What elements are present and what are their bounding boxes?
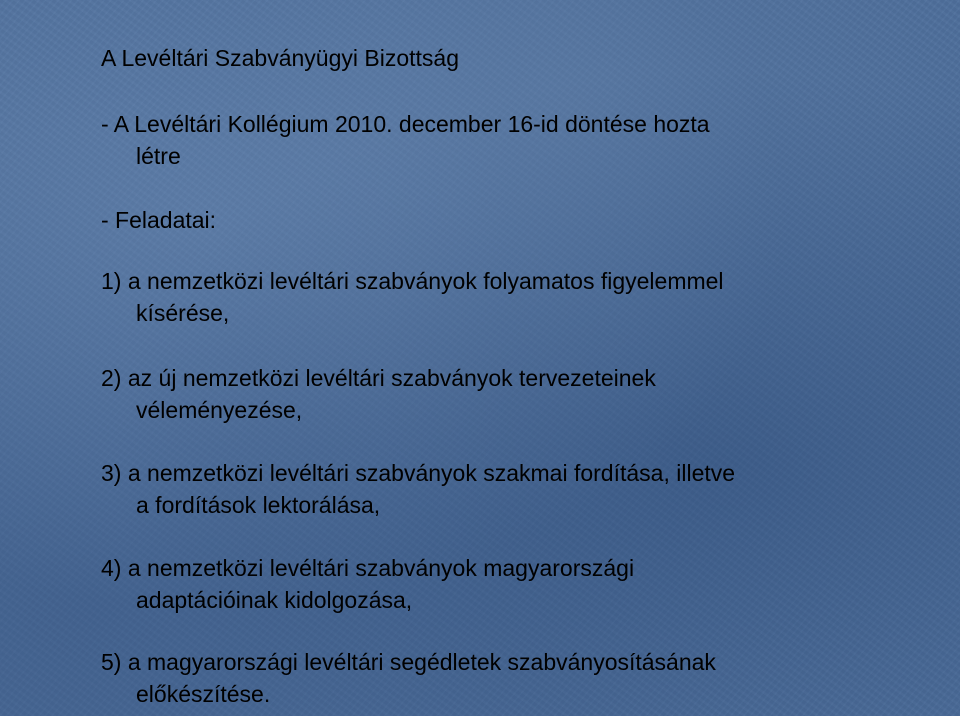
task-item-1 — [101, 265, 861, 329]
task-item-line-2: a fordítások lektorálása, — [136, 492, 381, 518]
intro-line-2: létre — [136, 143, 181, 169]
task-item-line-1: 5) a magyarországi levéltári segédletek szabványosításának — [101, 649, 716, 675]
task-item-line-1: 1) a nemzetközi levéltári szabványok folyamatos figyelemmel — [101, 268, 724, 294]
task-item-line-2: adaptációinak kidolgozása, — [136, 587, 413, 613]
task-item-3 — [101, 457, 861, 521]
intro-line-1: - A Levéltári Kollégium 2010. december 16-id döntése hozta — [101, 111, 710, 137]
task-item-4 — [101, 552, 861, 616]
tasks-label: - Feladatai: — [101, 207, 217, 233]
task-item-5 — [101, 646, 861, 710]
task-item-line-2: előkészítése. — [136, 681, 271, 707]
task-item-line-2: kísérése, — [136, 300, 230, 326]
intro-paragraph — [101, 108, 861, 172]
task-item-line-1: 4) a nemzetközi levéltári szabványok magyarországi — [101, 555, 635, 581]
task-item-2 — [101, 362, 861, 426]
task-item-line-2: véleményezése, — [136, 397, 303, 423]
task-item-line-1: 3) a nemzetközi levéltári szabványok szakmai fordítása, illetve — [101, 460, 736, 486]
task-item-line-1: 2) az új nemzetközi levéltári szabványok tervezeteinek — [101, 365, 656, 391]
slide-title: A Levéltári Szabványügyi Bizottság — [101, 45, 459, 71]
